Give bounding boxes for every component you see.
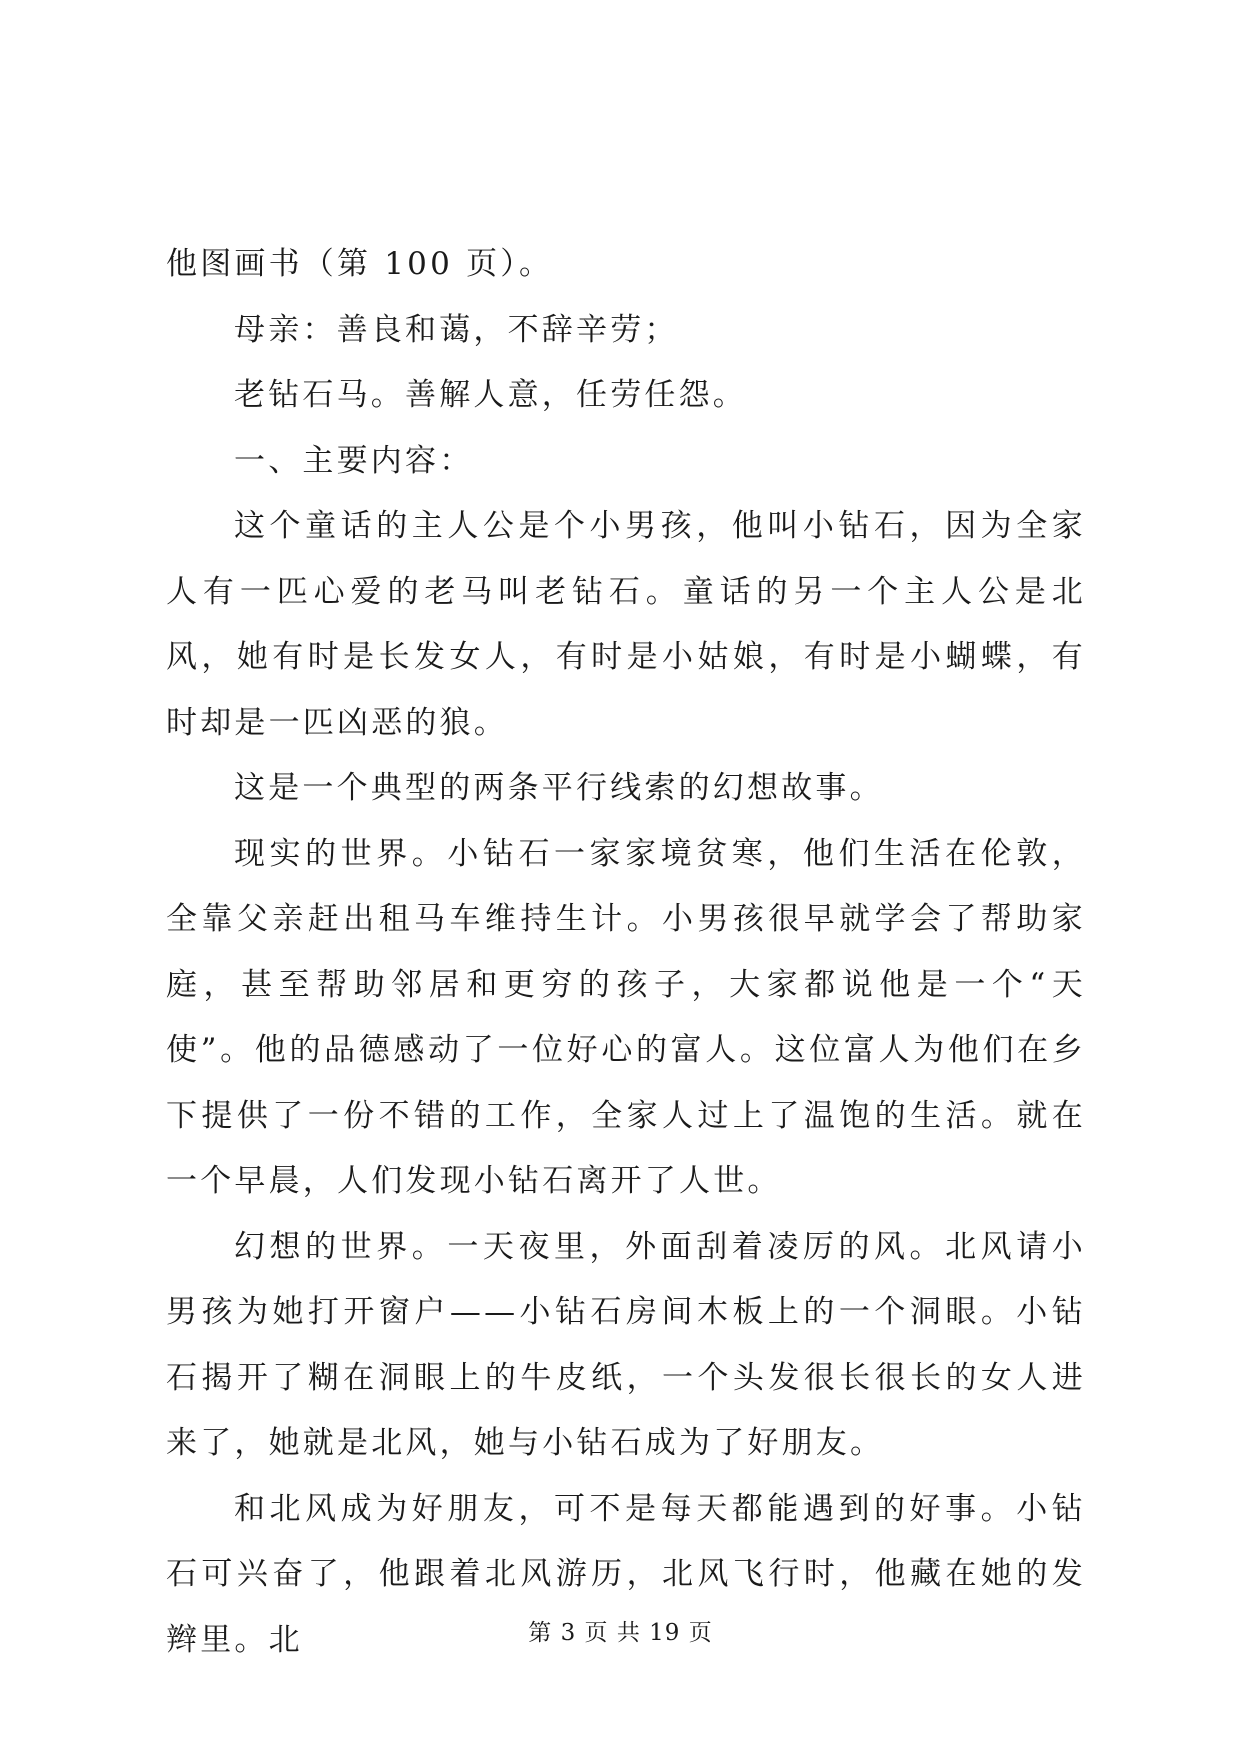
page-footer: 第 3 页 共 19 页 xyxy=(528,1620,713,1646)
section-heading: 一、主要内容： xyxy=(234,442,474,479)
paragraph-1: 他图画书（第 100 页）。 xyxy=(166,246,554,282)
paragraph-8: 幻想的世界。一天夜里，外面刮着凌厉的风。北风请小男孩为她打开窗户——小钻石房间木板上的一个洞眼。小钻石揭开了糊在洞眼上的牛皮纸，一个头发很长很长的女人进来了，她就是北风，她与小钻石成为了好朋友。 xyxy=(166,1228,1086,1461)
paragraph-7: 现实的世界。小钻石一家家境贫寒，他们生活在伦敦，全靠父亲赶出租马车维持生计。小男孩很早就学会了帮助家庭，甚至帮助邻居和更穷的孩子，大家都说他是一个“天使”。他的品德感动了一位好心的富人。这位富人为他们在乡下提供了一份不错的工作，全家人过上了温饱的生活。就在一个早晨，人们发现小钻石离开了人世。 xyxy=(166,835,1086,1199)
paragraph-2: 母亲：善良和蔼，不辞辛劳； xyxy=(234,311,679,348)
paragraph-3: 老钻石马。善解人意，任劳任怨。 xyxy=(234,377,747,413)
paragraph-9: 和北风成为好朋友，可不是每天都能遇到的好事。小钻石可兴奋了，他跟着北风游历，北风飞行时，他藏在她的发辫里。北 xyxy=(166,1490,1086,1658)
paragraph-6: 这是一个典型的两条平行线索的幻想故事。 xyxy=(234,770,884,806)
document-body xyxy=(166,232,1086,1673)
paragraph-5: 这个童话的主人公是个小男孩，他叫小钻石，因为全家人有一匹心爱的老马叫老钻石。童话的另一个主人公是北风，她有时是长发女人，有时是小姑娘，有时是小蝴蝶，有时却是一匹凶恶的狼。 xyxy=(166,508,1086,741)
